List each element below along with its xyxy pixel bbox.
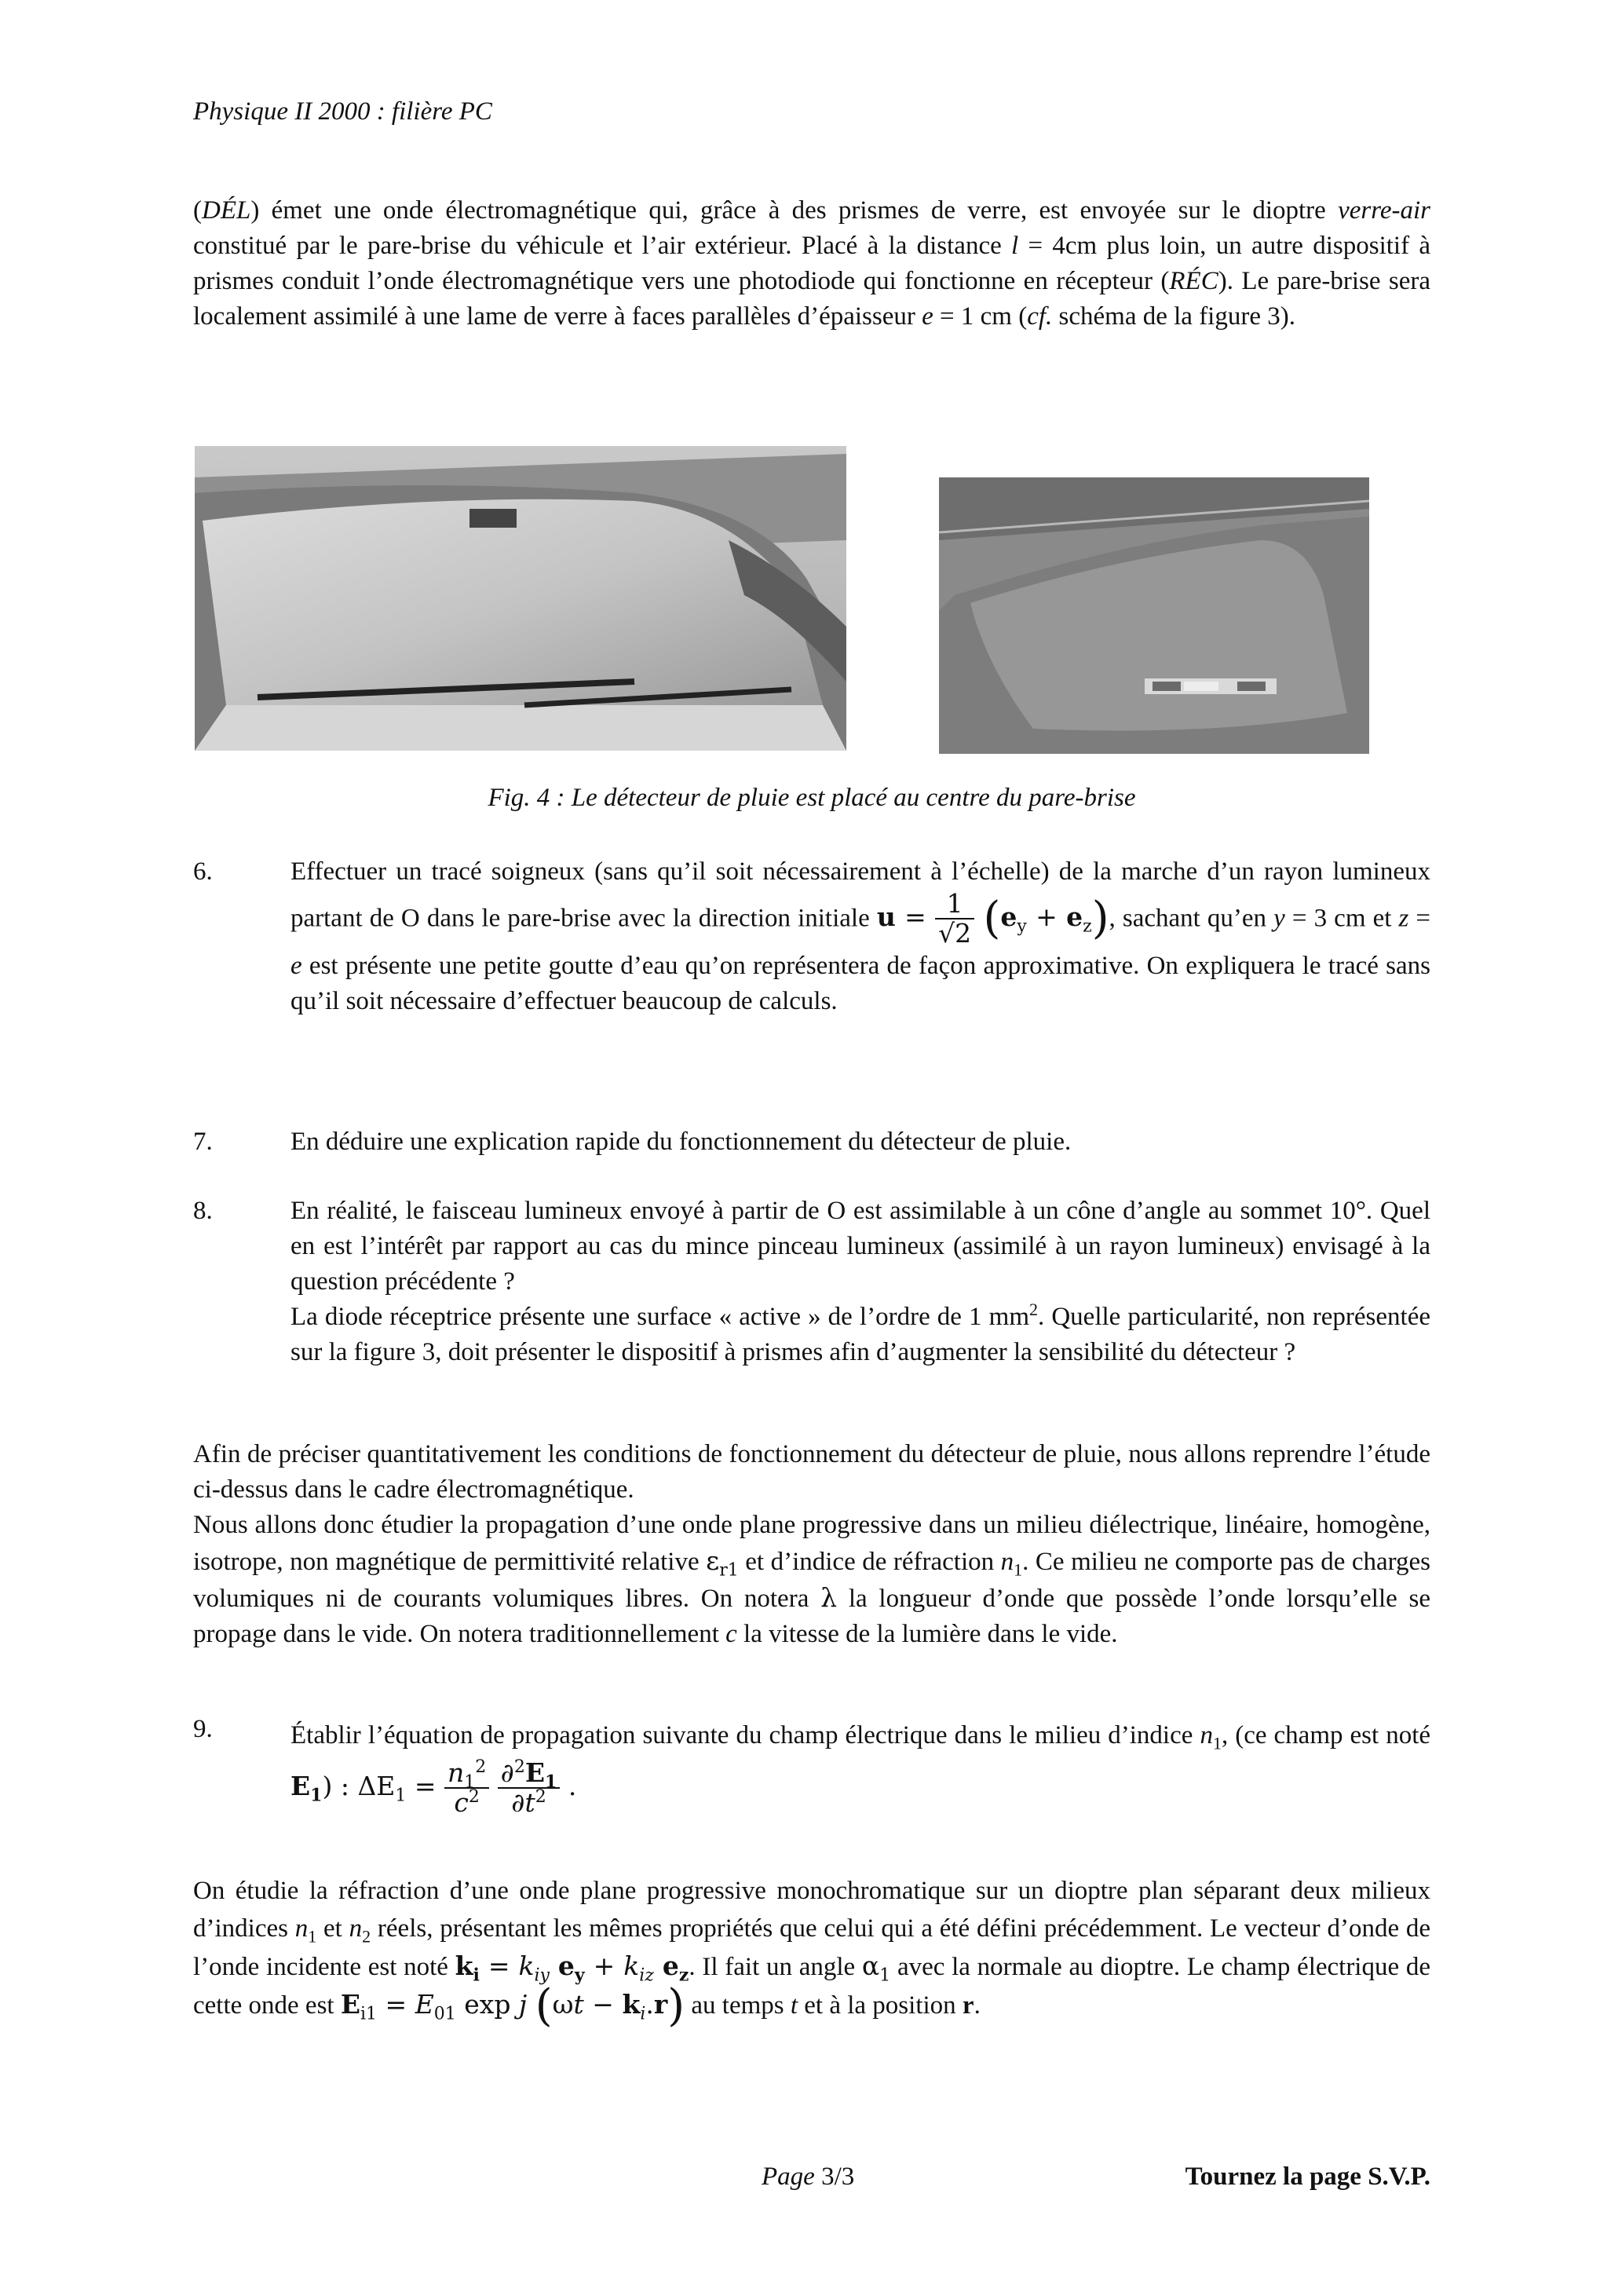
- intro-paragraph: (DÉL) émet une onde électromagnétique qui, grâce à des prismes de verre, est envoyée sur le dioptre verre-air constitué par le pare-brise du véhicule et l’air extérieur. Placé à la distance l = 4cm plus loin, un autre dispositif à prismes conduit l’onde électromagnétique vers une photodiode qui fonctionne en récepteur (RÉC). Le pare-brise sera localement assimilé à une lame de verre à faces parallèles d’épaisseur e = 1 cm (cf. schéma de la figure 3).: [193, 196, 1431, 331]
- windshield-photo-svg: [195, 446, 846, 751]
- figure-caption: Fig. 4 : Le détecteur de pluie est placé au centre du pare-brise: [488, 784, 1136, 812]
- question-number: 7.: [193, 1128, 213, 1156]
- turn-page-note: Tournez la page S.V.P.: [1185, 2163, 1430, 2191]
- rain-sensor-photo: [939, 477, 1369, 754]
- question-9: 9. Établir l’équation de propagation suivante du champ électrique dans le milieu d’indice $n_1$, (ce champ est noté $E_1$) : $\Delta E_1$ = $\frac{n_1^2}{c^2}$ $\frac{\partial^2E_1}{\partial t^2}$ .: [193, 1712, 1430, 1818]
- windshield-photo: [195, 446, 846, 751]
- question-number: 9.: [193, 1715, 213, 1743]
- question-number: 8.: [193, 1197, 213, 1225]
- rain-sensor-photo-svg: [939, 477, 1369, 754]
- page-number: Page 3/3: [762, 2163, 855, 2191]
- paragraph-refraction: On étudie la réfraction d’une onde plane progressive monochromatique sur un dioptre plan séparant deux milieux d’indices $n_1$ et $n_2$ réels, présentant les mêmes propriétés que celui qui a été défini précédemment. Le vecteur d’onde de l’onde incidente est noté $k_i = k_{iy}$ $e_y + k_{iz}$ $e_z$. Il fait un angle $\alpha_1$ avec la normale au dioptre. Le champ électrique de cette onde est $E_{i1} = E_{01}$ exp j $(\omega t - k_i.r)$ au temps t et à la position r.: [193, 1877, 1431, 2031]
- paragraph-em-study: Afin de préciser quantitativement les conditions de fonctionnement du détecteur de pluie, nous allons reprendre l’étude ci-dessus dans le cadre électromagnétique. Nous allons donc étudier la propagation d’une onde plane progressive dans un milieu diélectrique, linéaire, homogène, isotrope, non magnétique de permittivité relative $\varepsilon_{r1}$ et d’indice de réfraction $n_1$. Ce milieu ne comporte pas de charges volumiques ni de courants volumiques libres. On notera λ la longueur d’onde que possède l’onde lorsqu’elle se propage dans le vide. On notera traditionnellement c la vitesse de la lumière dans le vide.: [193, 1440, 1431, 1648]
- page-header: Physique II 2000 : filière PC: [193, 97, 492, 126]
- question-number: 6.: [193, 857, 213, 886]
- question-8: 8. En réalité, le faisceau lumineux envoyé à partir de O est assimilable à un cône d’angle au sommet 10°. Quel en est l’intérêt par rapport au cas du mince pinceau lumineux (assimilé à un rayon lumineux) envisagé à la question précédente ? La diode réceptrice présente une surface « active » de l’ordre de 1 $mm^2$. Quelle particularité, non représentée sur la figure 3, doit présenter le dispositif à prismes afin d’augmenter la sensibilité du détecteur ?: [193, 1194, 1430, 1370]
- question-6: 6. Effectuer un tracé soigneux (sans qu’il soit nécessairement à l’échelle) de la marche d’un rayon lumineux partant de O dans le pare-brise avec la direction initiale u = $\frac{1}{√2}$ $(e_y + e_z)$, sachant qu’en y = 3 cm et z = e est présente une petite goutte d’eau qu’on représentera de façon approximative. On expliquera le tracé sans qu’il soit nécessaire d’effectuer beaucoup de calculs.: [193, 854, 1430, 1019]
- question-7: 7. En déduire une explication rapide du fonctionnement du détecteur de pluie.: [193, 1124, 1430, 1160]
